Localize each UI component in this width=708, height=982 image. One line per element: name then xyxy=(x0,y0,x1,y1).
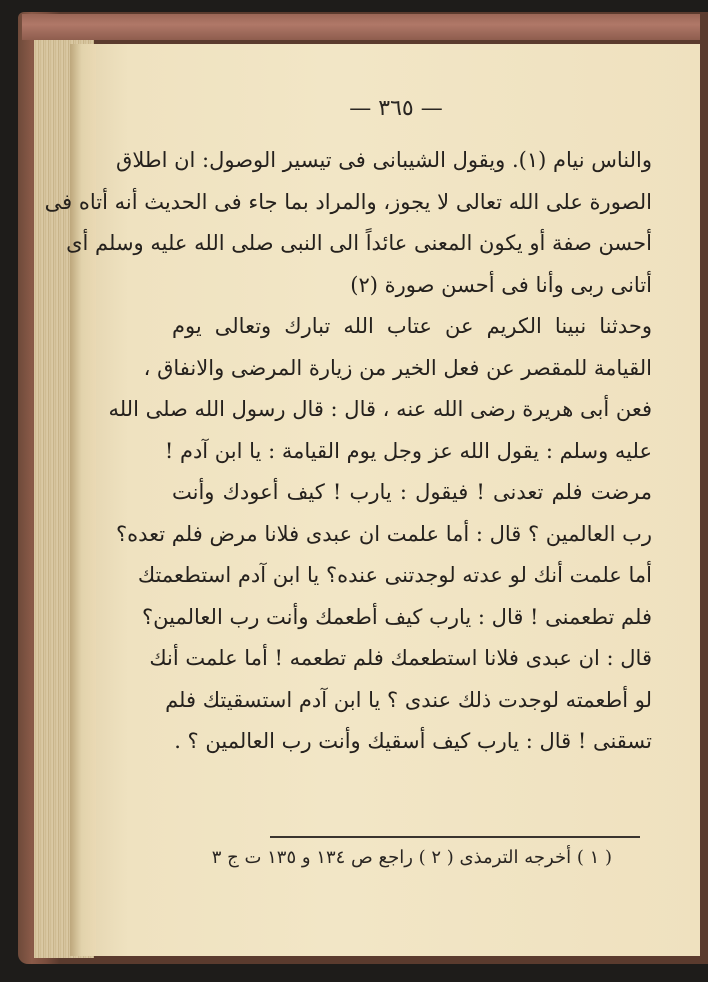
text-line: مرضت فلم تعدنى ! فيقول : يارب ! كيف أعودك وأنت xyxy=(172,480,652,504)
text-line: لو أطعمته لوجدت ذلك عندى ؟ يا ابن آدم استسقيتك فلم xyxy=(165,687,652,712)
body-text xyxy=(44,140,652,763)
text-line: فلم تطعمنى ! قال : يارب كيف أطعمك وأنت رب العالمين؟ xyxy=(142,604,652,629)
text-line: الصورة على الله تعالى لا يجوز، والمراد بما جاء فى الحديث أنه أتاه فى xyxy=(44,189,652,214)
page-gutter xyxy=(70,44,96,956)
text-line: قال : ان عبدى فلانا استطعمك فلم تطعمه ! أما علمت أنك xyxy=(149,646,652,670)
footnote: ( ١ ) أخرجه الترمذى ( ٢ ) راجع ص ١٣٤ و ١٣٥ ت ج ٣ xyxy=(211,847,612,868)
text-line: أحسن صفة أو يكون المعنى عائداً الى النبى صلى الله عليه وسلم أى xyxy=(66,231,652,255)
text-line: أما علمت أنك لو عدته لوجدتنى عنده؟ يا ابن آدم استطعمتك xyxy=(137,563,652,587)
text-line: القيامة للمقصر عن فعل الخير من زيارة المرضى والانفاق ، xyxy=(143,355,652,380)
text-line: عليه وسلم : يقول الله عز وجل يوم القيامة : يا ابن آدم ! xyxy=(164,438,652,463)
text-line: فعن أبى هريرة رضى الله عنه ، قال : قال رسول الله صلى الله xyxy=(108,397,652,421)
page-number: — ٣٦٥ — xyxy=(349,96,443,121)
text-line: رب العالمين ؟ قال : أما علمت ان عبدى فلانا مرض فلم تعده؟ xyxy=(115,521,652,546)
text-line: أتانى ربى وأنا فى أحسن صورة (٢) xyxy=(350,272,652,297)
cover-top-edge xyxy=(22,14,700,40)
text-line: والناس نيام (١). ويقول الشيبانى فى تيسير الوصول: ان اطلاق xyxy=(116,148,652,172)
text-line: وحدثنا نبينا الكريم عن عتاب الله تبارك وتعالى يوم xyxy=(172,314,652,338)
footnote-divider xyxy=(270,836,640,838)
text-line: تسقنى ! قال : يارب كيف أسقيك وأنت رب العالمين ؟ . xyxy=(174,729,652,753)
